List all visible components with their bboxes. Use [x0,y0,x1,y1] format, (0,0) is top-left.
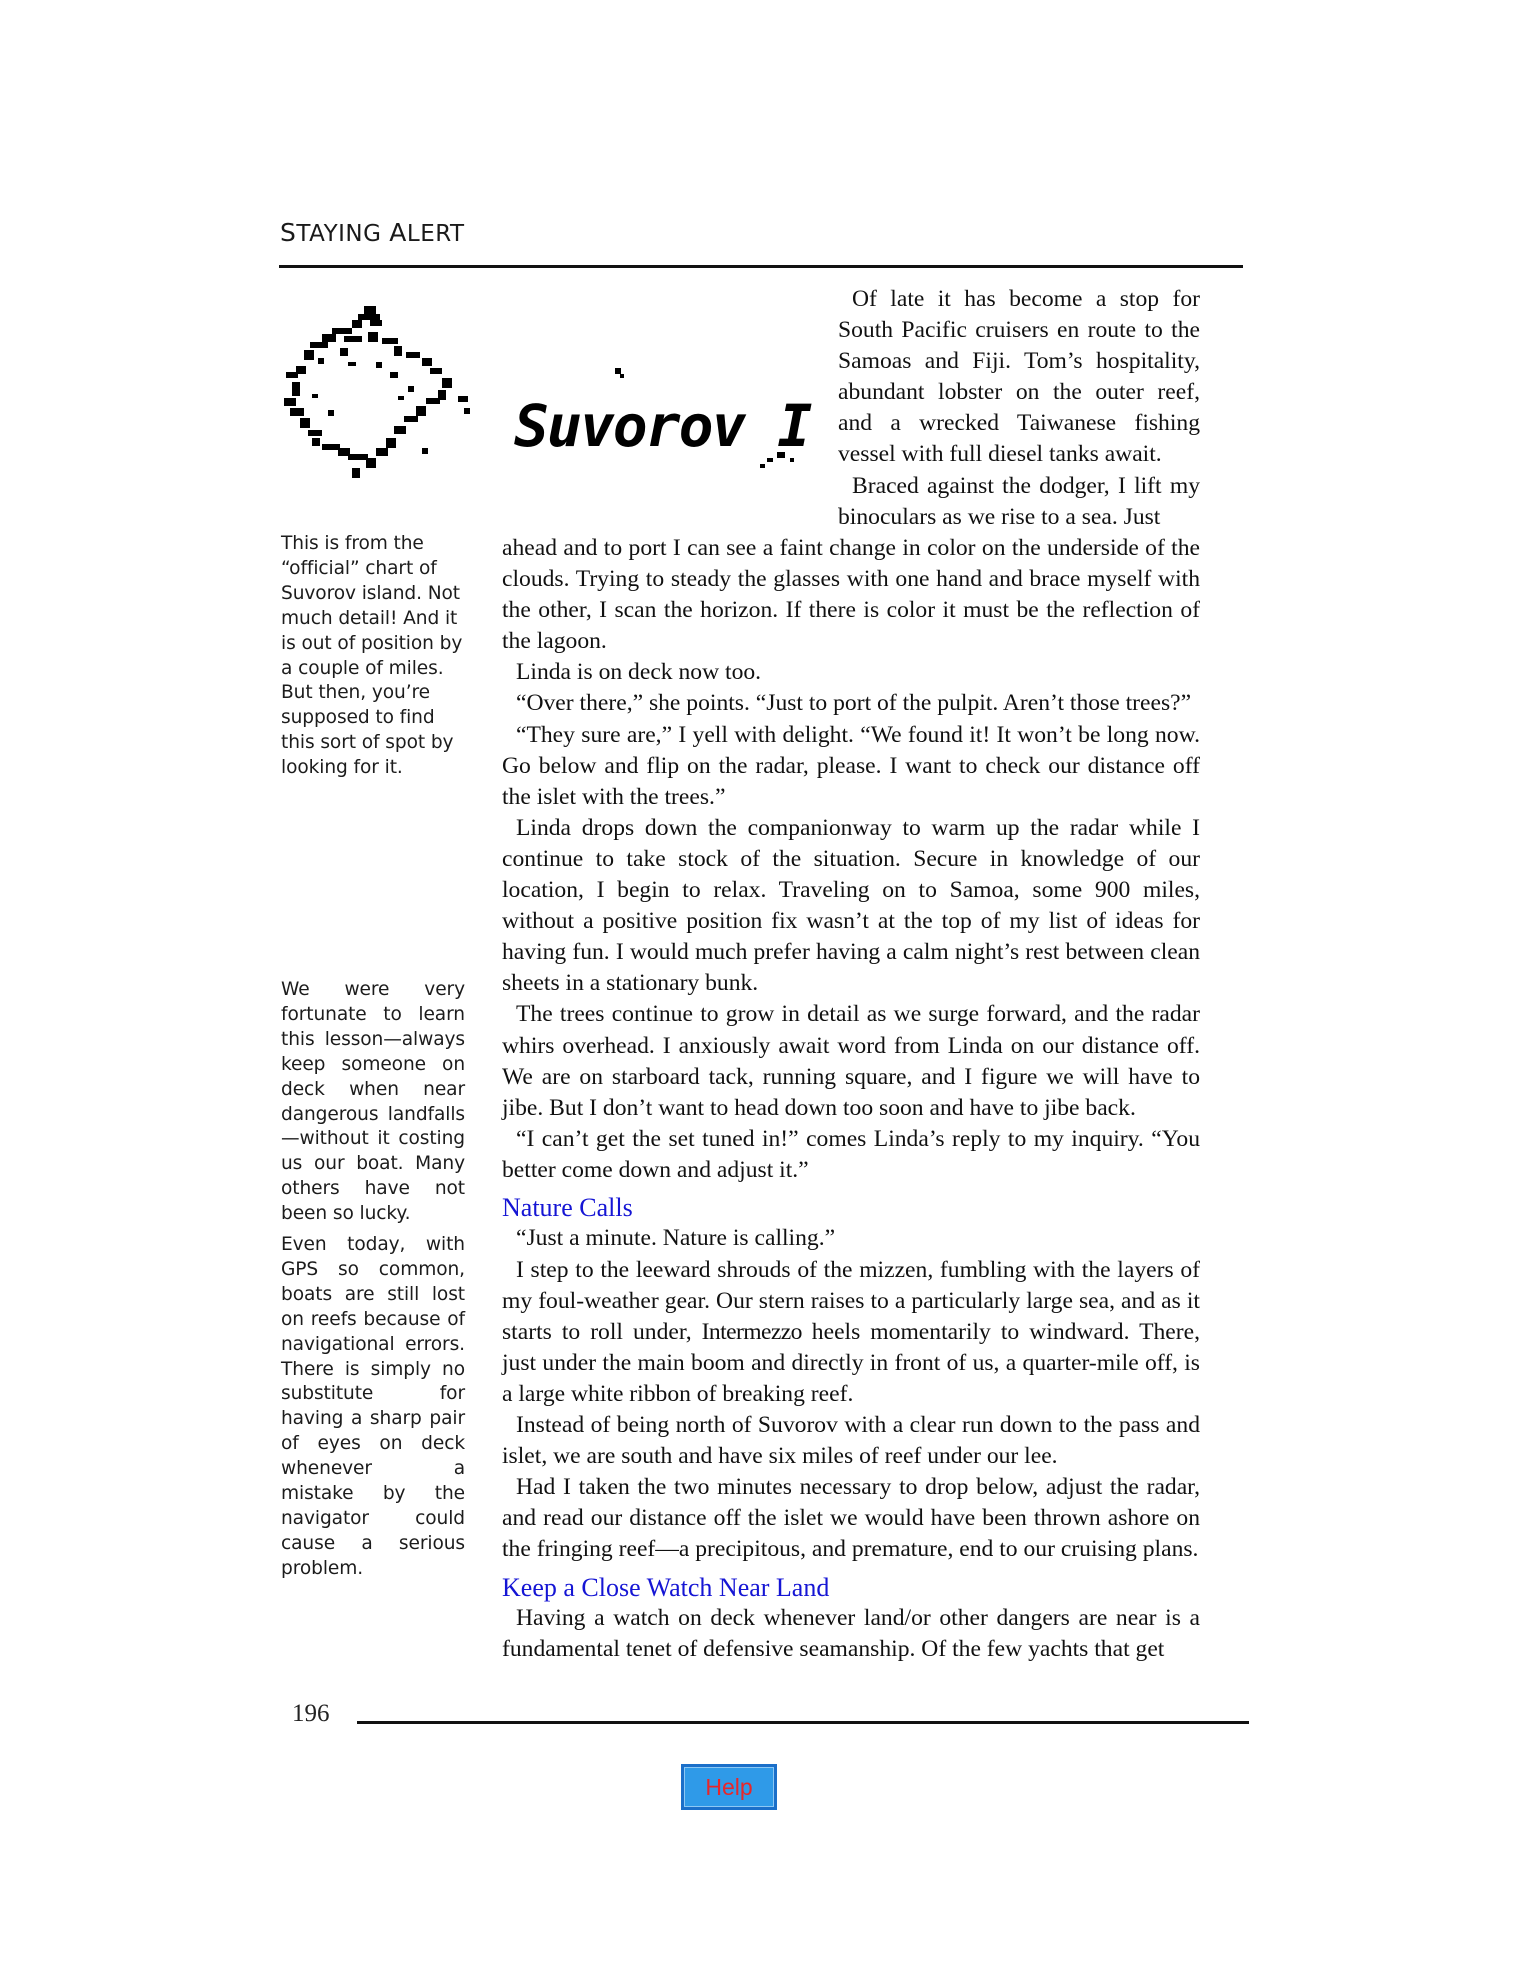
paragraph: Instead of being north of Suvorov with a clear run down to the pass and islet, we are south and have six miles of reef under our lee. [502,1412,1200,1470]
paragraph: “Over there,” she points. “Just to port of the pulpit. Aren’t those trees?” [516,690,1192,717]
paragraph: Having a watch on deck whenever land/or other dangers are near is a fundamental tenet of defensive seamanship. Of the few yachts that get [502,1605,1200,1663]
paragraph: I step to the leeward shrouds of the mizzen, fumbling with the layers of my foul-weather gear. Our stern raises to a particularly large sea, and as it starts to roll under, Intermezzo heels momentarily to windward. There, just under the main boom and directly in front of us, a quarter-mile off, is a large white ribbon of breaking reef. [502,1256,1200,1407]
page-number: 196 [292,1700,330,1727]
paragraph: Of late it has become a stop for South Pacific cruisers en route to the Samoas and Fiji. Tom’s hospitality, abundant lobster on the outer reef, and a wrecked Taiwanese fishing vessel with full diesel tanks await. [838,286,1200,468]
body-wrap-column [838,284,1200,533]
paragraph: “I can’t get the set tuned in!” comes Linda’s reply to my inquiry. “You better come down and adjust it.” [502,1125,1200,1183]
header-rule [279,265,1243,268]
footer-rule [357,1721,1249,1724]
sidenote-lesson: We were very fortunate to learn this lesson—always keep someone on deck when near dangerous landfalls—without it costing us our boat. Many others have not been so lucky. [281,979,465,1225]
paragraph: “Just a minute. Nature is calling.” [516,1225,836,1252]
paragraph: Had I taken the two minutes necessary to drop below, adjust the radar, and read our distance off the islet we would have been thrown ashore on the fringing reef—a precipitous, and premature, end to our cruising plans. [502,1474,1200,1563]
paragraph: Linda drops down the companionway to warm up the radar while I continue to take stock of the situation. Secure in knowledge of our location, I begin to relax. Traveling on to Samoa, some 900 miles, without a positive position fix wasn’t at the top of my list of ideas for having fun. I would much prefer having a calm night’s rest between clean sheets in a stationary bunk. [502,814,1200,997]
paragraph: ahead and to port I can see a faint change in color on the underside of the clouds. Trying to steady the glasses with one hand and brace myself with the other, I scan the horizon. If there is color it must be the reflection of the lagoon. [502,535,1200,655]
section-heading-keep-watch: Keep a Close Watch Near Land [502,1572,830,1602]
paragraph: “They sure are,” I yell with delight. “We found it! It won’t be long now. Go below and flip on the radar, please. I want to check our distance off the islet with the trees.” [502,721,1200,810]
chart-label: Suvorov I [514,392,811,460]
running-head: STAYING ALERT [280,218,465,247]
paragraph: The trees continue to grow in detail as we surge forward, and the radar whirs overhead. I anxiously await word from Linda on our distance off. We are on starboard tack, running square, and I figure we will have to jibe. But I don’t want to head down too soon and have to jibe back. [502,1001,1200,1121]
paragraph: Braced against the dodger, I lift my binoculars as we rise to a sea. Just [838,472,1200,530]
sidenote-chart-caption: This is from the “official” chart of Suvorov island. Not much detail! And it is out of position by a couple of miles. But then, you’re supposed to find this sort of spot by looking for it. [281,533,463,779]
help-button[interactable]: Help [681,1764,777,1810]
suvorov-chart-image [282,298,822,508]
body-main-column [502,533,1200,1665]
sidenote-gps: Even today, with GPS so common, boats are still lost on reefs because of navigational errors. There is simply no substitute for having a sharp pair of eyes on deck whenever a mistake by the navigator could cause a serious problem. [281,1234,465,1579]
section-heading-nature-calls: Nature Calls [502,1192,633,1222]
paragraph: Linda is on deck now too. [516,659,762,686]
boat-name: Intermezzo [701,1318,802,1345]
